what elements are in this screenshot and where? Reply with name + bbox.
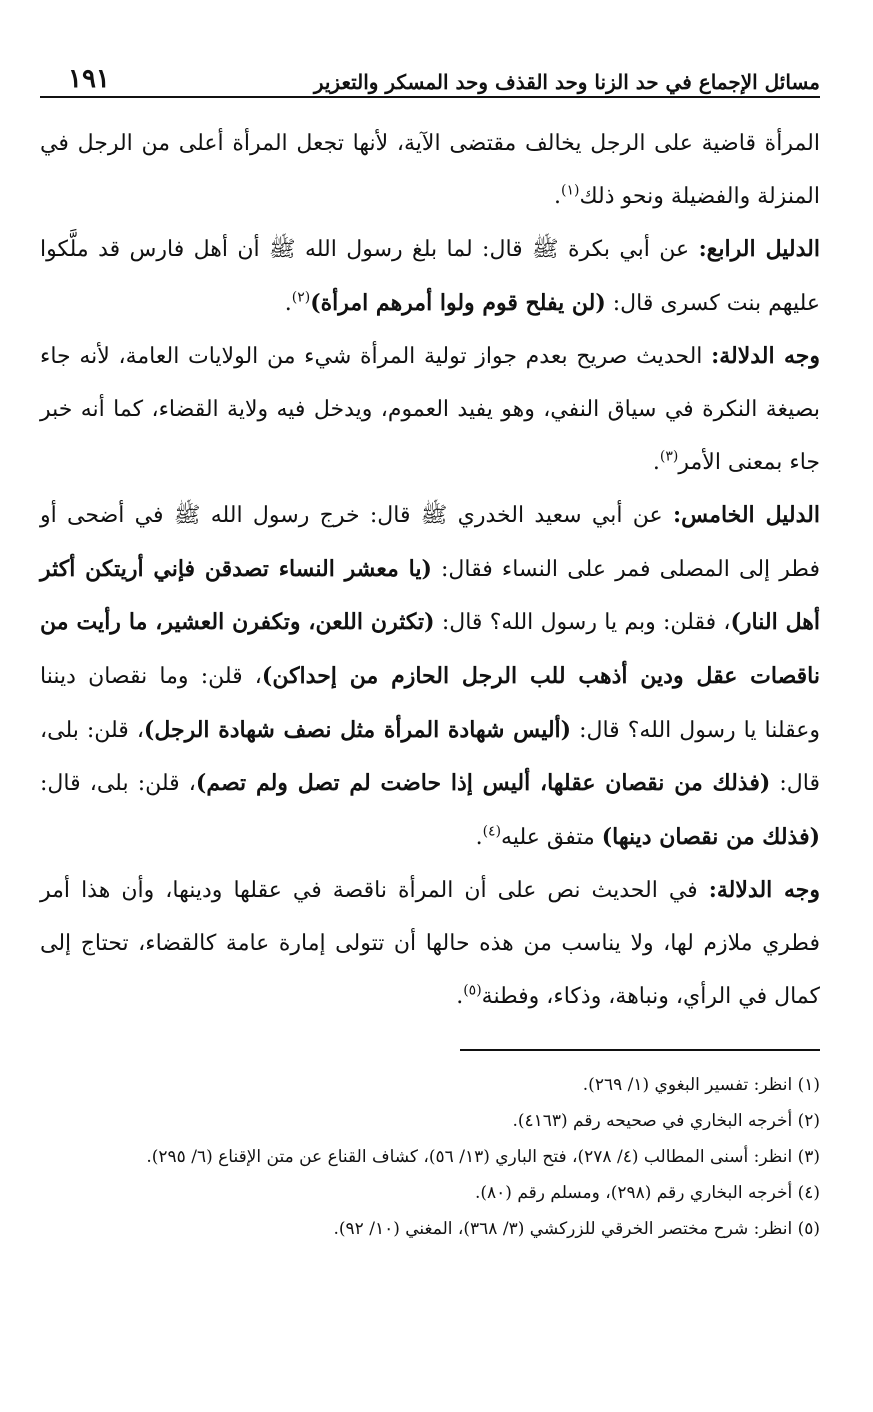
paragraph: وجه الدلالة: الحديث صريح بعدم جواز تولية المرأة شيء من الولايات العامة، لأنه جاء بصيغة النكرة في سياق النفي، وهو يفيد العموم، ويدخل فيه ولاية القضاء، كما أنه خبر جاء بمعنى الأمر$^{(٣)}$. [40, 343, 820, 475]
footnote-reference: (١) [561, 182, 580, 199]
running-title: مسائل الإجماع في حد الزنا وحد القذف وحد المسكر والتعزير [313, 70, 820, 94]
hadith-quote: (لن يفلح قوم ولوا أمرهم امرأة) [310, 289, 606, 316]
hadith-quote: (يا معشر النساء تصدقن فإني أريتكن أكثر أهل النار) [40, 555, 820, 636]
paragraph-lead: الدليل الخامس: [672, 502, 820, 529]
paragraph-lead: الدليل الرابع: [698, 236, 820, 263]
hadith-quote: (تكثرن اللعن، وتكفرن العشير، ما رأيت من ناقصات عقل ودين أذهب للب الرجل الحازم من إحداكن) [40, 609, 821, 689]
footnote-reference: (٤) [482, 823, 502, 840]
running-header [40, 50, 820, 98]
footnote-reference: (٣) [659, 448, 679, 465]
paragraph-lead: وجه الدلالة: [711, 343, 820, 370]
paragraph: وجه الدلالة: في الحديث نص على أن المرأة ناقصة في عقلها ودينها، وأن هذا أمر فطري ملازم لها، ولا يناسب من هذه حالها أن تتولى إمارة عامة كالقضاء، تحتاج إلى كمال في الرأي، ونباهة، وذكاء، وفطنة$^{(٥)}$. [40, 877, 820, 1009]
footnotes [40, 1067, 820, 1247]
hadith-quote: (فذلك من نقصان عقلها، أليس إذا حاضت لم تصل ولم تصم) [195, 770, 771, 797]
footnote: (٢) أخرجه البخاري في صحيحه رقم (٤١٦٣). [512, 1111, 820, 1132]
hadith-quote: (فذلك من نقصان دينها) [601, 823, 820, 850]
paragraph: المرأة قاضية على الرجل يخالف مقتضى الآية، لأنها تجعل المرأة أعلى من الرجل في المنزلة والفضيلة ونحو ذلك$^{(١)}$. [40, 131, 820, 209]
paragraph: الدليل الخامس: عن أبي سعيد الخدري ﷺ قال: خرج رسول الله ﷺ في أضحى أو فطر إلى المصلى فمر على النساء فقال: (يا معشر النساء تصدقن فإني أريتكن أكثر أهل النار)، فقلن: وبم يا رسول الله؟ قال: (تكثرن اللعن، وتكفرن العشير، ما رأيت من ناقصات عقل ودين أذهب للب الرجل الحازم من إحداكن)، قلن: وما نقصان ديننا وعقلنا يا رسول الله؟ قال: (أليس شهادة المرأة مثل نصف شهادة الرجل)، قلن: بلى، قال: (فذلك من نقصان عقلها، أليس إذا حاضت لم تصل ولم تصم)، قلن: بلى، قال: (فذلك من نقصان دينها) متفق عليه$^{(٤)}$. [40, 502, 821, 850]
page-number: ١٩١ [68, 64, 110, 94]
body-text [40, 118, 820, 1023]
hadith-quote: (أليس شهادة المرأة مثل نصف شهادة الرجل) [143, 716, 572, 743]
footnote-reference: (٥) [463, 982, 482, 999]
paragraph-lead: وجه الدلالة: [708, 877, 820, 904]
book-page [40, 50, 820, 1247]
footnote: (١) انظر: تفسير البغوي (١/ ٢٦٩). [582, 1075, 820, 1096]
paragraph: الدليل الرابع: عن أبي بكرة ﷺ قال: لما بلغ رسول الله ﷺ أن أهل فارس قد ملَّكوا عليهم بنت كسرى قال: (لن يفلح قوم ولوا أمرهم امرأة)$^{(٢)}$. [40, 236, 820, 316]
footnote: (٤) أخرجه البخاري رقم (٢٩٨)، ومسلم رقم (٨٠). [474, 1183, 820, 1204]
footnote: (٥) انظر: شرح مختصر الخرقي للزركشي (٣/ ٣٦٨)، المغني (١٠/ ٩٢). [333, 1219, 820, 1240]
footnote-separator [460, 1049, 820, 1051]
footnote: (٣) انظر: أسنى المطالب (٤/ ٢٧٨)، فتح الباري (١٣/ ٥٦)، كشاف القناع عن متن الإقناع (٦/ ٢٩٥). [146, 1147, 820, 1168]
footnote-reference: (٢) [291, 289, 311, 306]
